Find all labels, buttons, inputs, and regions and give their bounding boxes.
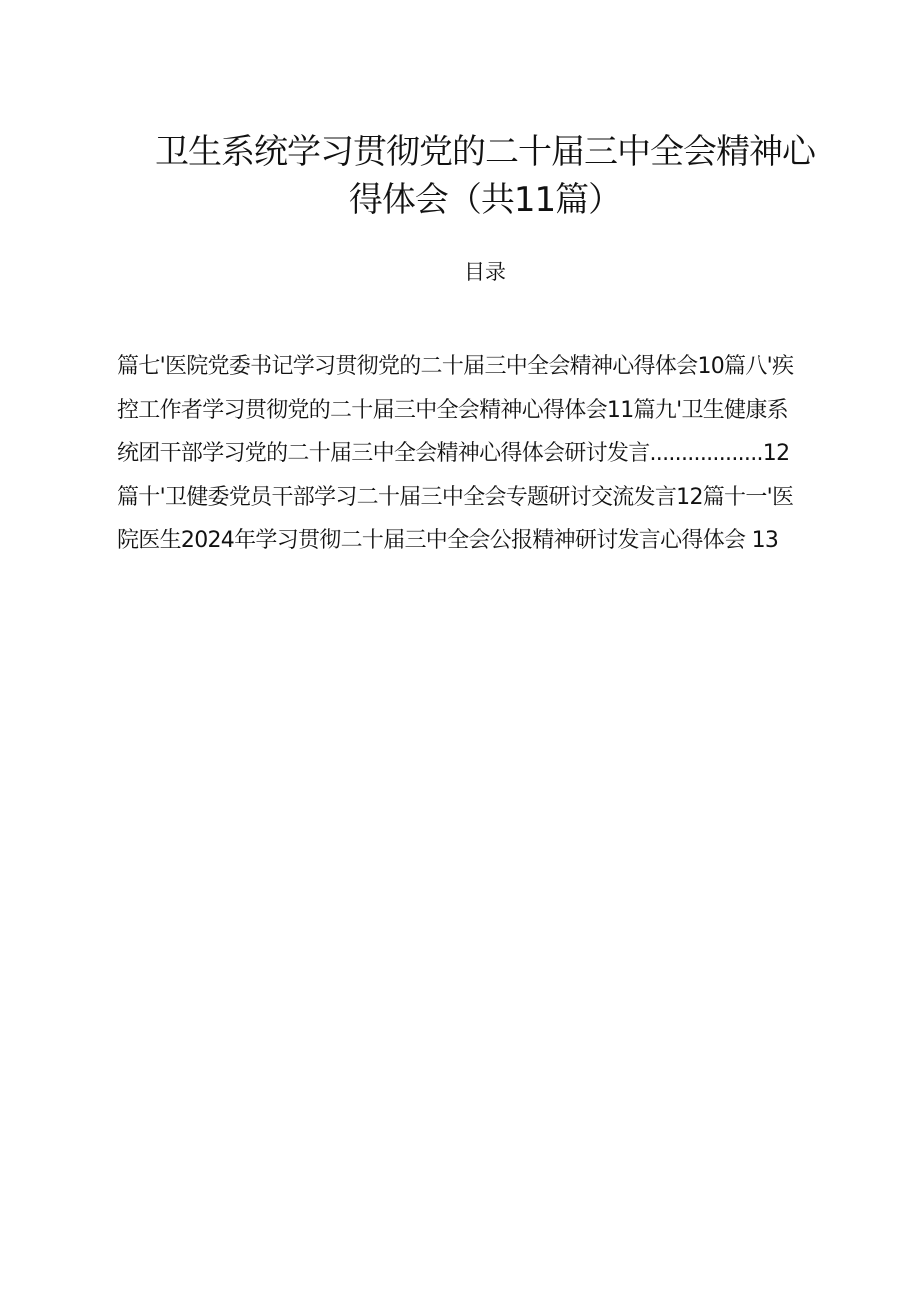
toc-line[interactable]: 院医生2024年学习贯彻二十届三中全会公报精神研讨发言心得体会 13 [117, 528, 779, 553]
toc-line[interactable]: 控工作者学习贯彻党的二十届三中全会精神心得体会11篇九'卫生健康系 [117, 398, 788, 423]
toc-line[interactable]: 篇七'医院党委书记学习贯彻党的二十届三中全会精神心得体会10篇八'疾 [117, 354, 794, 379]
toc-line[interactable]: 统团干部学习党的二十届三中全会精神心得体会研讨发言..................12 [117, 441, 790, 466]
document-title-line-2: 得体会（共11篇） [348, 180, 622, 220]
toc-heading: 目录 [464, 260, 506, 284]
document-title-line-1: 卫生系统学习贯彻党的二十届三中全会精神心 [155, 132, 815, 172]
toc-line[interactable]: 篇十'卫健委党员干部学习二十届三中全会专题研讨交流发言12篇十一'医 [117, 485, 794, 510]
